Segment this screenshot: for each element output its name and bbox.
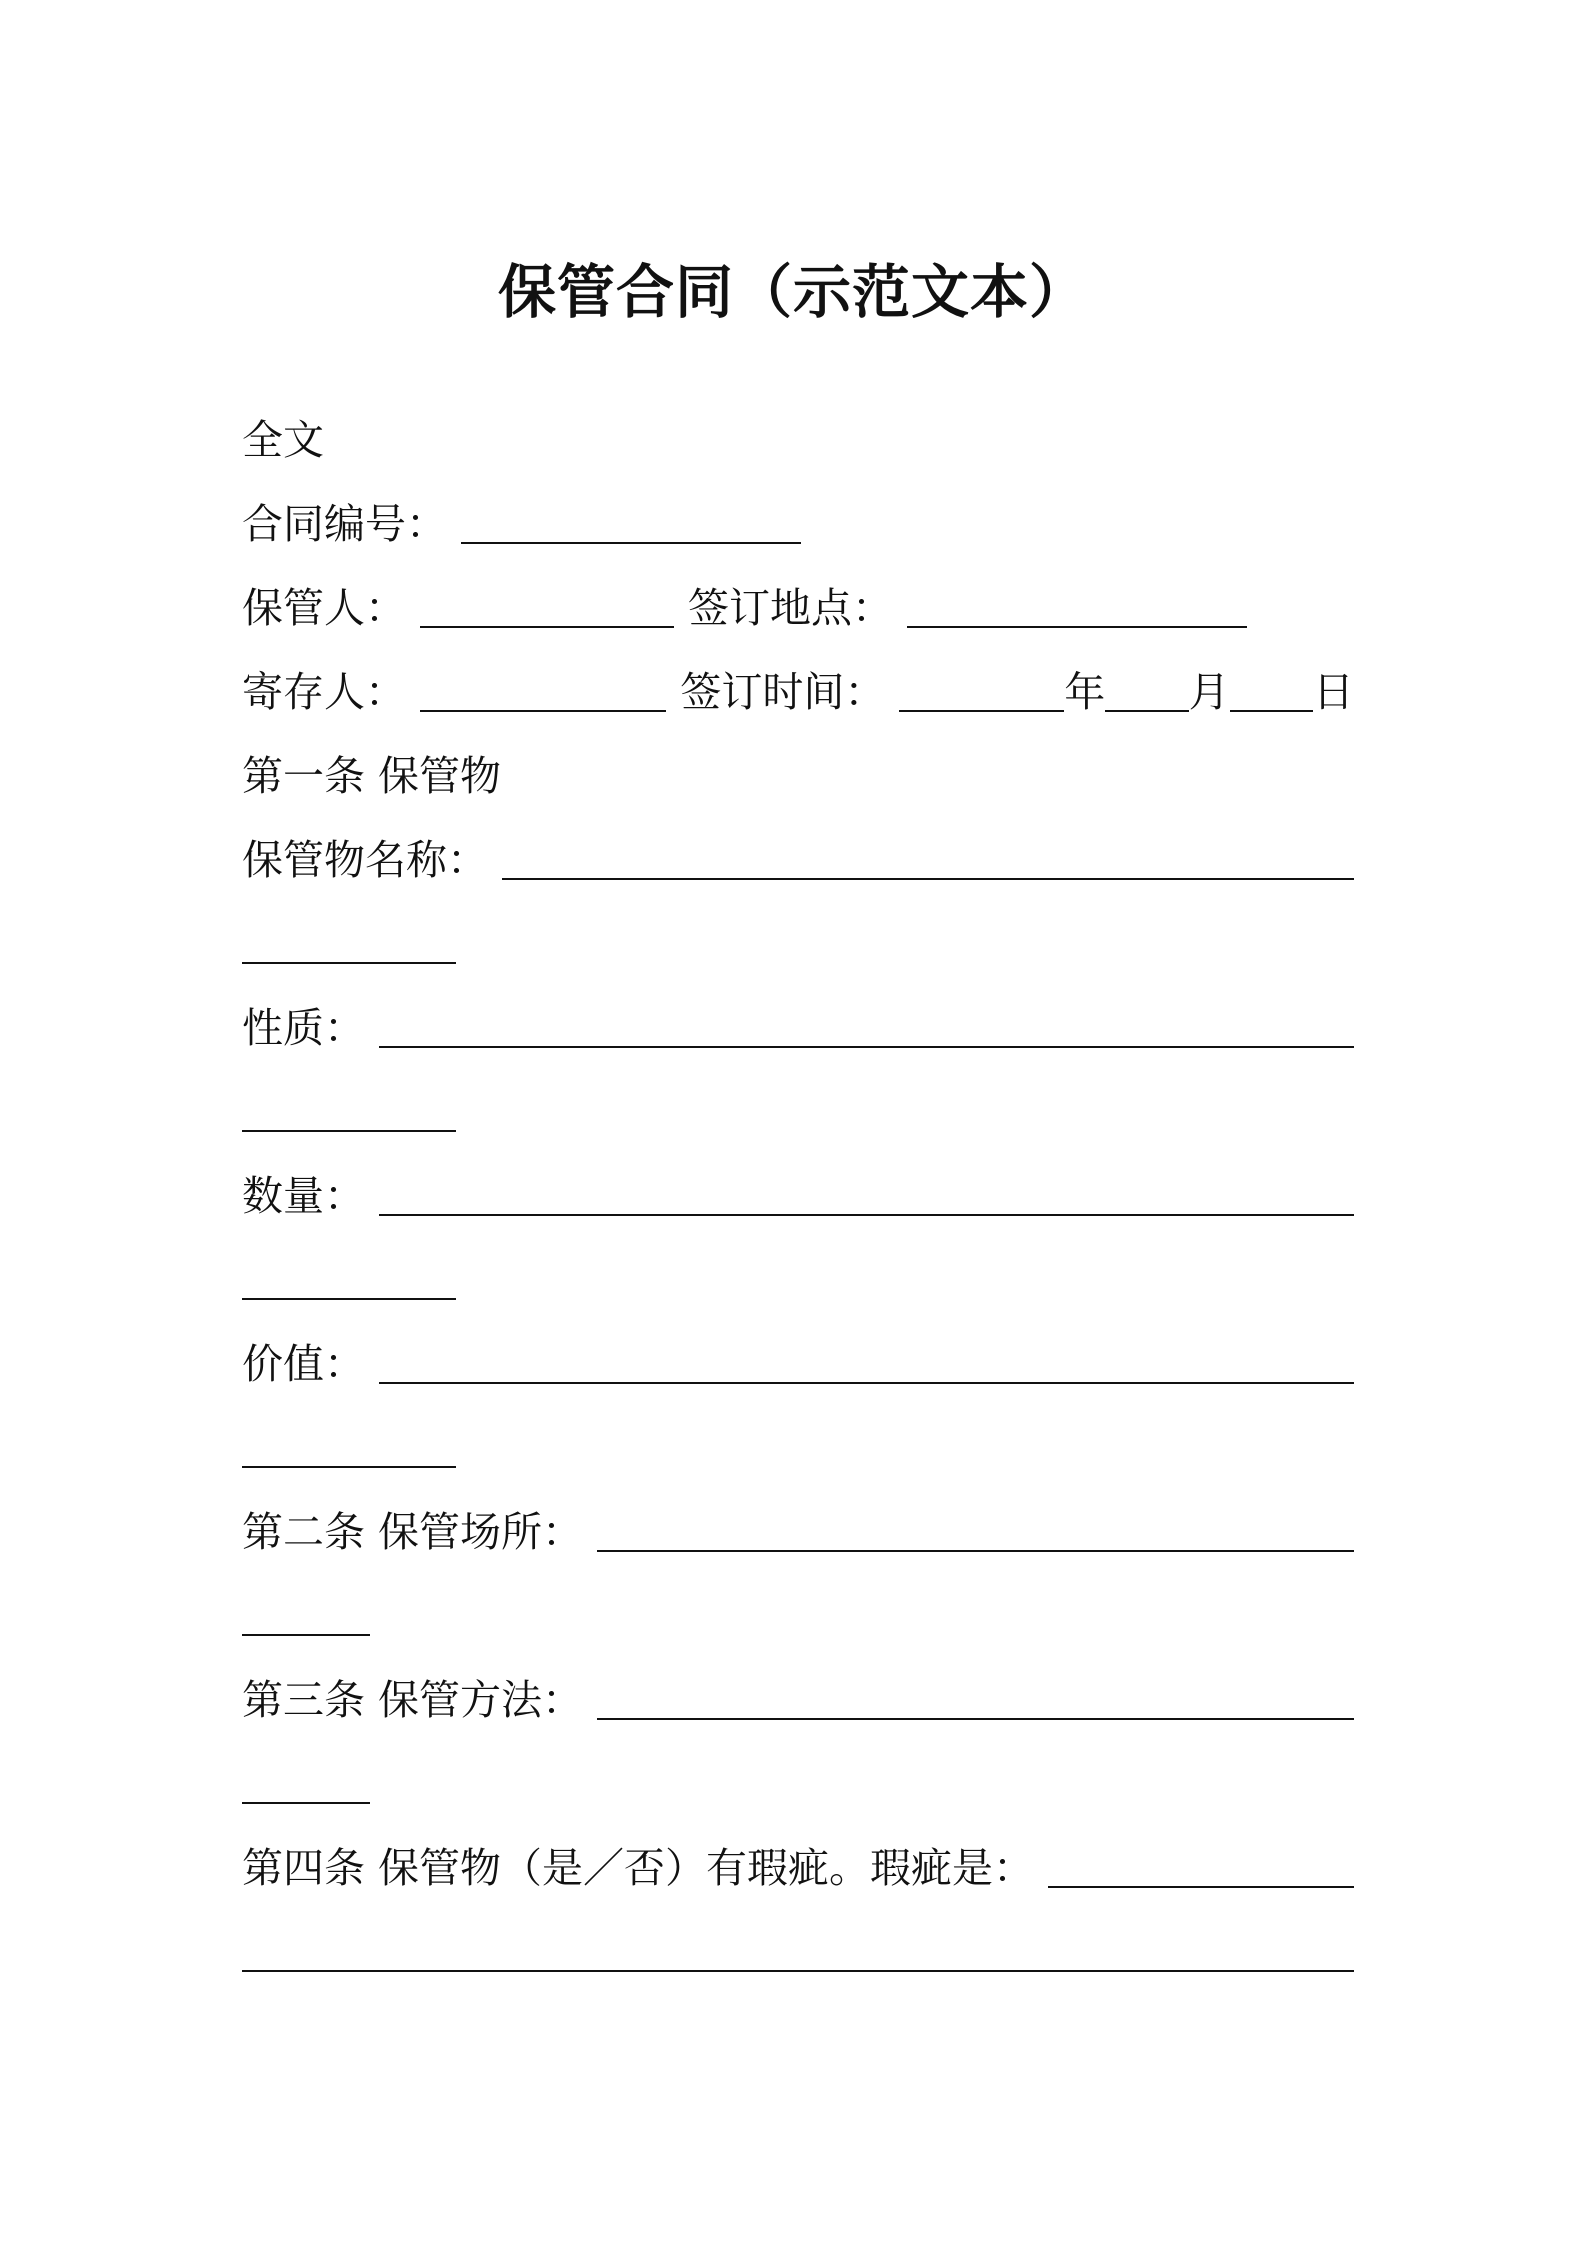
- contract-number-row: [242, 488, 1354, 552]
- defect-blank-continued[interactable]: [242, 1970, 1354, 1972]
- nature-row: [242, 992, 1354, 1056]
- article1-heading-row: [242, 740, 1354, 804]
- nature-label: 性质：: [242, 1004, 365, 1052]
- sign-time-label: 签订时间：: [680, 668, 886, 716]
- item-name-blank-continued[interactable]: [242, 962, 456, 964]
- sign-day-blank[interactable]: [1230, 710, 1313, 712]
- sign-year-blank[interactable]: [899, 710, 1064, 712]
- article3-label: 第三条 保管方法：: [242, 1676, 584, 1724]
- article4-label: 第四条 保管物（是／否）有瑕疵。瑕疵是：: [242, 1844, 1035, 1892]
- item-name-blank[interactable]: [502, 878, 1354, 880]
- value-continuation-row: [242, 1412, 1354, 1476]
- fulltext-heading: 全文: [242, 416, 324, 464]
- article2-row: [242, 1496, 1354, 1560]
- quantity-continuation-row: [242, 1244, 1354, 1308]
- depositor-row: [242, 656, 1354, 720]
- custodian-row: [242, 572, 1354, 636]
- item-name-continuation-row: [242, 908, 1354, 972]
- defect-blank[interactable]: [1048, 1886, 1354, 1888]
- article3-continuation-row: [242, 1748, 1354, 1812]
- custodian-label: 保管人：: [242, 584, 406, 632]
- custodian-blank[interactable]: [420, 626, 674, 628]
- nature-blank[interactable]: [379, 1046, 1354, 1048]
- contract-number-label: 合同编号：: [242, 500, 447, 548]
- nature-blank-continued[interactable]: [242, 1130, 456, 1132]
- storage-method-blank[interactable]: [597, 1718, 1354, 1720]
- item-name-label: 保管物名称：: [242, 836, 488, 884]
- value-row: [242, 1328, 1354, 1392]
- fulltext-heading-row: [242, 404, 1354, 468]
- day-label: 日: [1313, 668, 1354, 716]
- article4-row: [242, 1832, 1354, 1896]
- nature-continuation-row: [242, 1076, 1354, 1140]
- quantity-blank[interactable]: [379, 1214, 1354, 1216]
- article3-row: [242, 1664, 1354, 1728]
- storage-place-blank[interactable]: [597, 1550, 1354, 1552]
- article2-label: 第二条 保管场所：: [242, 1508, 584, 1556]
- depositor-label: 寄存人：: [242, 668, 406, 716]
- sign-place-blank[interactable]: [907, 626, 1247, 628]
- storage-method-blank-continued[interactable]: [242, 1802, 370, 1804]
- year-label: 年: [1064, 668, 1106, 716]
- depositor-blank[interactable]: [420, 710, 666, 712]
- contract-number-blank[interactable]: [461, 542, 801, 544]
- quantity-blank-continued[interactable]: [242, 1298, 456, 1300]
- article1-heading: 第一条 保管物: [242, 752, 502, 800]
- quantity-row: [242, 1160, 1354, 1224]
- month-label: 月: [1188, 668, 1230, 716]
- article2-continuation-row: [242, 1580, 1354, 1644]
- page-title: 保管合同（示范文本）: [497, 258, 1088, 326]
- storage-place-blank-continued[interactable]: [242, 1634, 370, 1636]
- value-label: 价值：: [242, 1340, 365, 1388]
- quantity-label: 数量：: [242, 1172, 365, 1220]
- value-blank[interactable]: [379, 1382, 1354, 1384]
- article4-continuation-row: [242, 1916, 1354, 1980]
- sign-place-label: 签订地点：: [688, 584, 893, 632]
- value-blank-continued[interactable]: [242, 1466, 456, 1468]
- item-name-row: [242, 824, 1354, 888]
- sign-month-blank[interactable]: [1105, 710, 1188, 712]
